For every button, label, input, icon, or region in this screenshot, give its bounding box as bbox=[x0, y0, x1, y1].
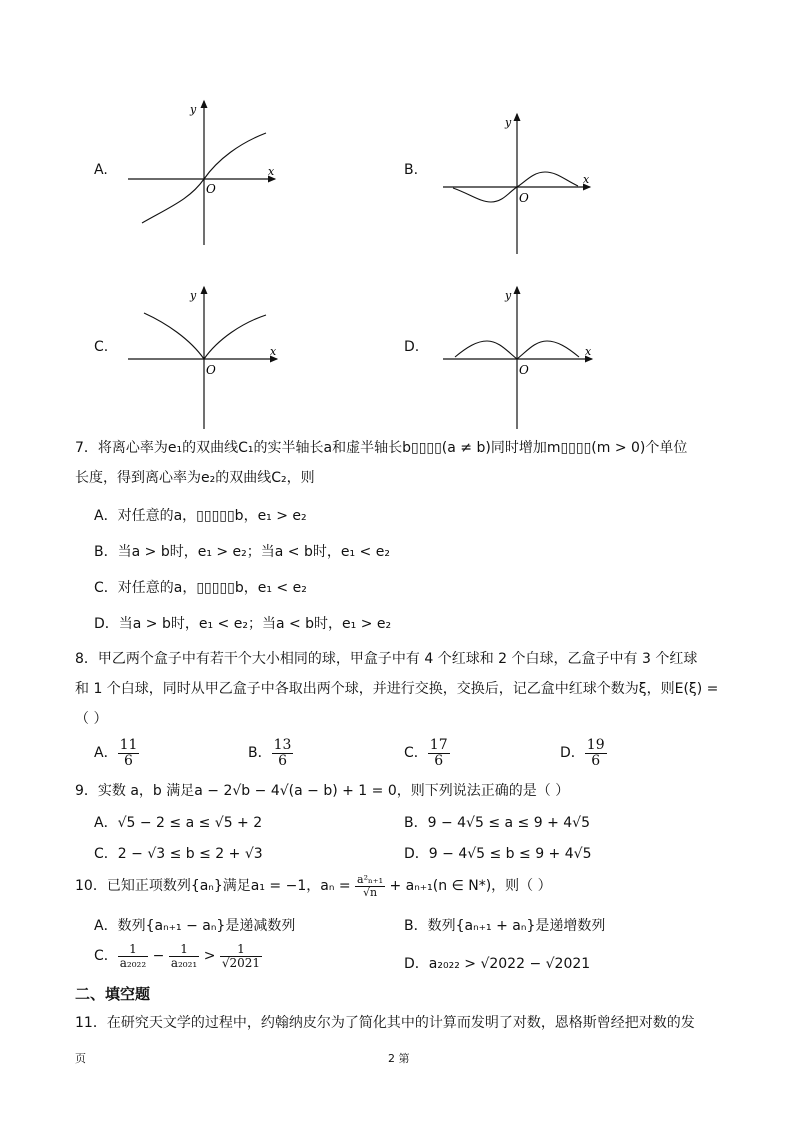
frac-den: a₂₀₂₁ bbox=[170, 955, 198, 970]
q10-option-b: B．数列{aₙ₊₁ + aₙ}是递增数列 bbox=[404, 918, 606, 934]
q9-option-c: C．2 − √3 ≤ b ≤ 2 + √3 bbox=[94, 846, 263, 862]
q10-stem-pre: 10．已知正项数列{aₙ}满足a₁ = −1，aₙ = bbox=[75, 878, 351, 895]
frac-den: 6 bbox=[434, 752, 444, 769]
q9-stem: 9．实数 a，b 满足a − 2√b − 4√(a − b) + 1 = 0，则下列说法正确的是（ ） bbox=[75, 783, 570, 799]
option-label: C． bbox=[404, 745, 428, 762]
option-label: D． bbox=[560, 745, 585, 762]
frac-num: 19 bbox=[586, 737, 605, 753]
option-label: A． bbox=[94, 745, 118, 762]
frac-den: 6 bbox=[278, 752, 287, 769]
q9-option-b: B．9 − 4√5 ≤ a ≤ 9 + 4√5 bbox=[404, 815, 590, 831]
frac-num: 11 bbox=[119, 737, 138, 753]
q7-stem-line1: 7．将离心率为e₁的双曲线C₁的实半轴长a和虚半轴长b▯▯▯▯(a ≠ b)同时增加m▯▯▯▯(m > 0)个单位 bbox=[75, 440, 688, 456]
q8-option-d bbox=[560, 738, 607, 768]
origin-label: O bbox=[206, 363, 216, 377]
graph-d bbox=[435, 283, 605, 431]
origin-label: O bbox=[206, 182, 216, 196]
y-label: y bbox=[505, 116, 512, 129]
frac-num: 1 bbox=[169, 943, 199, 957]
frac-den: a₂₀₂₂ bbox=[119, 955, 147, 970]
q8-stem-line3: （ ） bbox=[75, 711, 108, 727]
q8-stem-line2: 和 1 个白球，同时从甲乙盒子中各取出两个球，并进行交换，交换后，记乙盒中红球个数为ξ，则E(ξ) = bbox=[75, 681, 719, 697]
q10-option-a: A．数列{aₙ₊₁ − aₙ}是递减数列 bbox=[94, 918, 296, 934]
frac-den: 6 bbox=[591, 752, 601, 769]
frac-den: 6 bbox=[124, 752, 133, 769]
frac-num: a²ₙ₊₁ bbox=[357, 873, 383, 886]
q11-stem-line1: 11．在研究天文学的过程中，约翰纳皮尔为了简化其中的计算而发明了对数，恩格斯曾经把对数的发 bbox=[75, 1015, 695, 1031]
footer-left: 页 bbox=[75, 1052, 86, 1065]
minus-sign: − bbox=[152, 948, 165, 965]
frac-num: 17 bbox=[429, 737, 448, 753]
origin-label: O bbox=[519, 363, 529, 377]
q7-option-d: D．当a > b时，e₁ < e₂；当a < b时，e₁ > e₂ bbox=[94, 616, 392, 632]
q8-option-a bbox=[94, 738, 139, 768]
x-label: x bbox=[270, 345, 277, 358]
y-label: y bbox=[190, 289, 197, 302]
frac-num: 1 bbox=[220, 943, 262, 957]
y-label: y bbox=[505, 289, 512, 302]
q8-stem-line1: 8．甲乙两个盒子中有若干个大小相同的球，甲盒子中有 4 个红球和 2 个白球，乙盒子中有 3 个红球 bbox=[75, 651, 698, 667]
q7-option-c: C．对任意的a，▯▯▯▯▯b，e₁ < e₂ bbox=[94, 580, 307, 596]
q7-stem-line2: 长度，得到离心率为e₂的双曲线C₂，则 bbox=[75, 470, 315, 486]
q9-option-d: D．9 − 4√5 ≤ b ≤ 9 + 4√5 bbox=[404, 846, 592, 862]
page-number: 2 第 bbox=[388, 1052, 410, 1065]
section-title: 二、填空题 bbox=[75, 985, 151, 1003]
x-label: x bbox=[585, 345, 592, 358]
q7-option-a: A．对任意的a，▯▯▯▯▯b，e₁ > e₂ bbox=[94, 508, 307, 524]
option-label: B． bbox=[248, 745, 272, 762]
graph-b bbox=[435, 110, 605, 260]
curve bbox=[144, 313, 266, 359]
q9-option-a: A．√5 − 2 ≤ a ≤ √5 + 2 bbox=[94, 815, 263, 831]
x-label: x bbox=[268, 165, 275, 178]
frac-num: 13 bbox=[273, 737, 292, 753]
graph-c-label: C. bbox=[94, 339, 109, 355]
x-label: x bbox=[583, 173, 590, 186]
q10-option-c bbox=[94, 943, 262, 969]
graph-b-label: B. bbox=[404, 162, 419, 178]
y-label: y bbox=[190, 103, 197, 116]
q10-option-d: D．a₂₀₂₂ > √2022 − √2021 bbox=[404, 956, 591, 972]
graph-c bbox=[120, 283, 290, 431]
q7-option-b: B．当a > b时，e₁ > e₂；当a < b时，e₁ < e₂ bbox=[94, 544, 390, 560]
q10-stem bbox=[75, 874, 552, 898]
graph-a-label: A. bbox=[94, 162, 108, 178]
gt-sign: > bbox=[203, 948, 216, 965]
graph-d-label: D. bbox=[404, 339, 420, 355]
option-label: C． bbox=[94, 948, 118, 965]
q8-option-b bbox=[248, 738, 293, 768]
graph-a bbox=[120, 95, 290, 250]
q8-option-c bbox=[404, 738, 450, 768]
frac-den: √n bbox=[362, 885, 378, 899]
frac-num: 1 bbox=[118, 943, 148, 957]
origin-label: O bbox=[519, 191, 529, 205]
frac-den: √2021 bbox=[221, 955, 261, 970]
q10-stem-post: + aₙ₊₁(n ∈ N*)，则（ ） bbox=[389, 878, 552, 895]
